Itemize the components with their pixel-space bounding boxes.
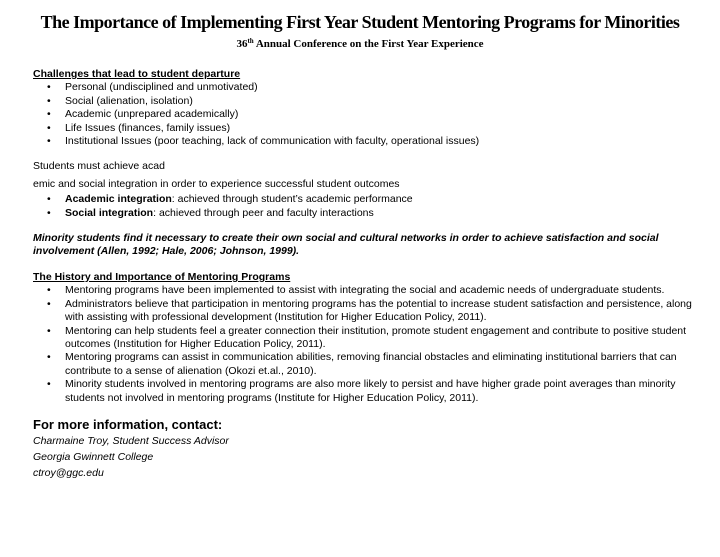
- list-item: [33, 284, 693, 297]
- bullet-icon: •: [47, 297, 51, 310]
- bullet-icon: •: [47, 284, 51, 297]
- bullet-icon: •: [47, 94, 51, 107]
- integration-line-2: emic and social integration in order to experience successful student outcomes: [33, 177, 400, 190]
- challenges-list: [33, 81, 693, 148]
- integration-list: [33, 193, 693, 220]
- challenges-heading: Challenges that lead to student departure: [33, 68, 241, 80]
- contact-name: Charmaine Troy, Student Success Advisor: [33, 434, 229, 447]
- list-item: [33, 135, 693, 148]
- document-body: [33, 68, 693, 481]
- list-item-text: : achieved through student’s academic performance: [171, 193, 413, 206]
- list-item-text: Social (alienation, isolation): [65, 94, 193, 107]
- list-item: [33, 193, 693, 206]
- list-item: [33, 108, 693, 121]
- list-item: [33, 325, 693, 352]
- page-subtitle: [0, 38, 720, 50]
- subtitle-number: 36: [236, 38, 248, 50]
- page-title: The Importance of Implementing First Year Student Mentoring Programs for Minorities: [40, 12, 680, 32]
- list-item: [33, 122, 693, 135]
- list-item-text: Life Issues (finances, family issues): [65, 121, 231, 134]
- list-item: [33, 81, 693, 94]
- minority-statement: Minority students find it necessary to create their own social and cultural networks in order to achieve satisfaction and social involvement (Allen, 1992; Hale, 2006; Johnson, 1999).: [33, 232, 659, 258]
- integration-line-1: Students must achieve acad: [33, 160, 165, 173]
- bullet-icon: •: [47, 135, 51, 148]
- list-item-text: Minority students involved in mentoring programs are also more likely to persist and have higher grade point averages than minority students not involved in mentoring programs (Institute for Higher Education Policy, 2011).: [65, 378, 676, 404]
- list-item-text: Personal (undisciplined and unmotivated): [65, 81, 258, 94]
- contact-heading: For more information, contact:: [33, 416, 223, 432]
- term-social-integration: Social integration: [65, 206, 154, 219]
- bullet-icon: •: [47, 81, 51, 94]
- bullet-icon: •: [47, 324, 51, 337]
- bullet-icon: •: [47, 193, 51, 206]
- list-item: [33, 351, 693, 378]
- contact-email: ctroy@ggc.edu: [33, 466, 104, 479]
- list-item: [33, 378, 693, 405]
- list-item-text: Academic (unprepared academically): [65, 108, 239, 121]
- subtitle-superscript: th: [247, 37, 254, 45]
- bullet-icon: •: [47, 108, 51, 121]
- list-item-text: Mentoring programs have been implemented to assist with integrating the social and academic needs of undergraduate students.: [65, 284, 665, 297]
- list-item: [33, 298, 693, 325]
- bullet-icon: •: [47, 351, 51, 364]
- list-item: [33, 95, 693, 108]
- subtitle-text: Annual Conference on the First Year Experience: [253, 38, 484, 50]
- contact-organization: Georgia Gwinnett College: [33, 450, 154, 463]
- history-list: [33, 284, 693, 405]
- bullet-icon: •: [47, 206, 51, 219]
- term-academic-integration: Academic integration: [65, 193, 172, 206]
- list-item-text: Mentoring can help students feel a greater connection their institution, promote student engagement and contribute to positive student outcomes (Institution for Higher Education Policy, 2011).: [65, 324, 687, 350]
- list-item-text: Institutional Issues (poor teaching, lack of communication with faculty, operational issues): [65, 135, 480, 148]
- bullet-icon: •: [47, 121, 51, 134]
- list-item: [33, 207, 693, 220]
- list-item-text: : achieved through peer and faculty interactions: [153, 206, 374, 219]
- history-heading: The History and Importance of Mentoring Programs: [33, 270, 291, 283]
- bullet-icon: •: [47, 378, 51, 391]
- list-item-text: Administrators believe that participation in mentoring programs has the potential to increase student satisfaction and persistence, along with assisting with professional development (Institution for Higher Education Policy, 2011).: [65, 297, 692, 324]
- list-item-text: Mentoring programs can assist in communication abilities, removing financial obstacles and eliminating institutional barriers that can contribute to a sense of alienation (Okozi et.al., 2010).: [65, 351, 677, 377]
